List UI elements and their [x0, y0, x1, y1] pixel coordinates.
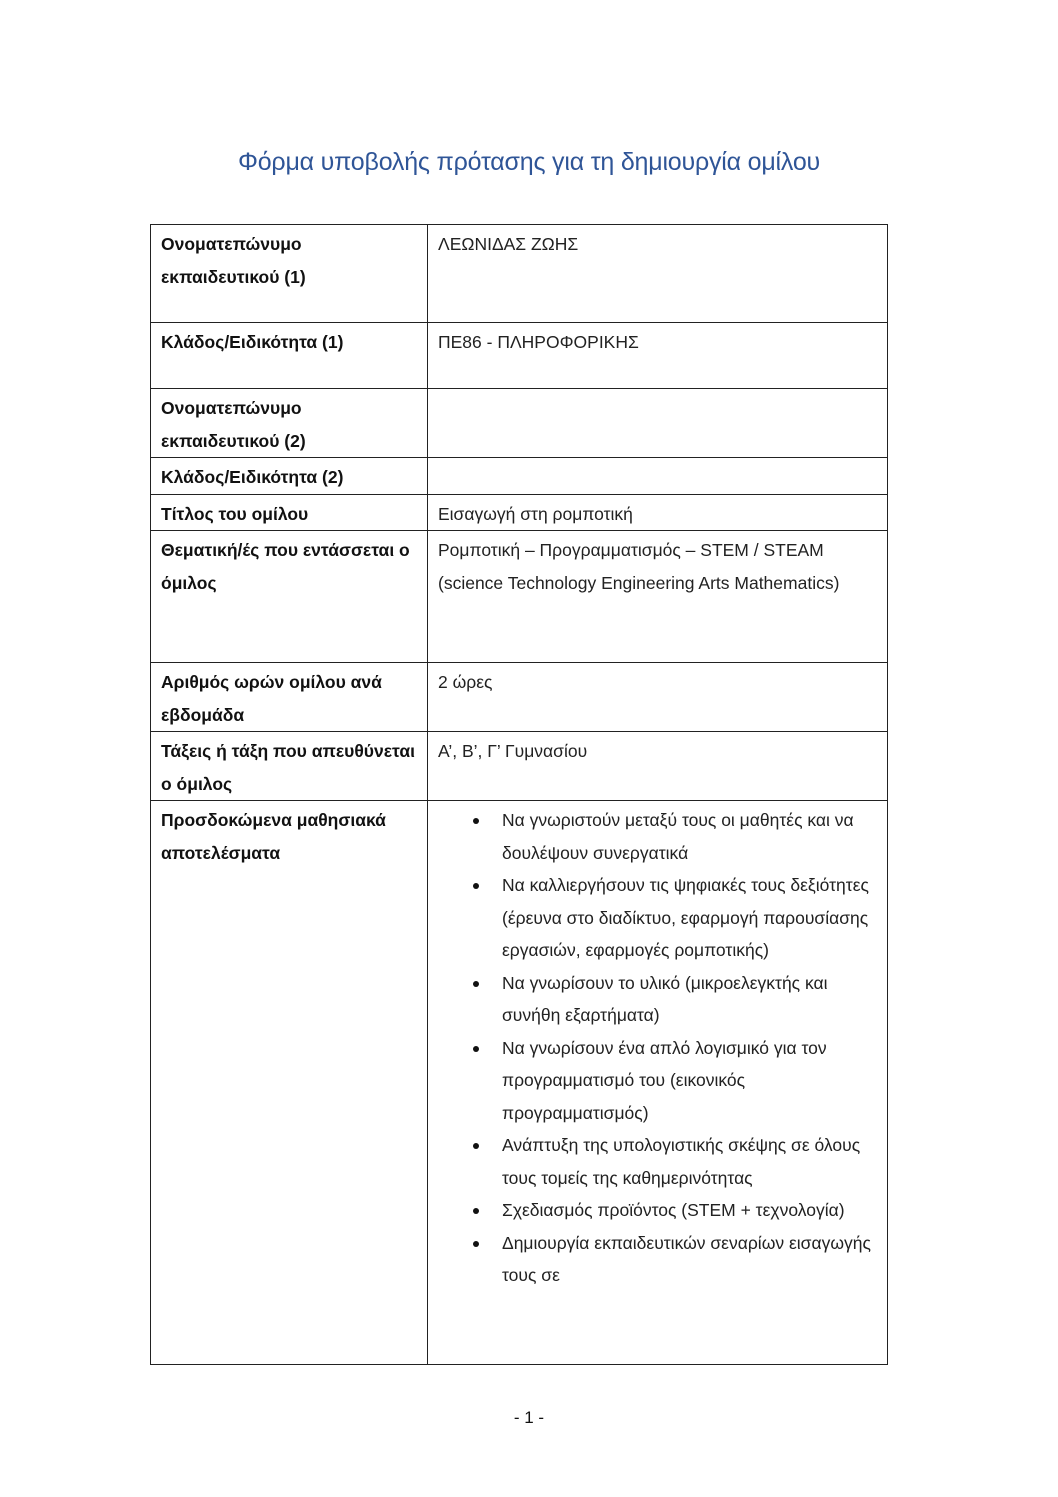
- row-label: Ονοματεπώνυμο εκπαιδευτικού (1): [151, 225, 428, 323]
- list-item: Ανάπτυξη της υπολογιστικής σκέψης σε όλους τους τομείς της καθημερινότητας: [502, 1129, 877, 1194]
- table-row: [151, 225, 888, 323]
- document-title: Φόρμα υποβολής πρότασης για τη δημιουργία ομίλου: [237, 148, 821, 176]
- bullet-icon: [473, 1143, 479, 1149]
- row-label: Προσδοκώμενα μαθησιακά αποτελέσματα: [151, 801, 428, 1365]
- bullet-icon: [473, 818, 479, 824]
- table-row: [151, 494, 888, 531]
- row-label: Θεματική/ές που εντάσσεται ο όμιλος: [151, 531, 428, 663]
- table-row: [151, 732, 888, 801]
- bullet-icon: [473, 981, 479, 987]
- row-value: Ρομποτική – Προγραμματισμός – STEM / STEAM (science Technology Engineering Arts Mathematics): [428, 531, 888, 663]
- bullet-icon: [473, 1046, 479, 1052]
- table-row: [151, 323, 888, 389]
- row-value: Εισαγωγή στη ρομποτική: [428, 494, 888, 531]
- table-row: [151, 531, 888, 663]
- row-label: Τίτλος του ομίλου: [151, 494, 428, 531]
- row-value: ΛΕΩΝΙΔΑΣ ΖΩΗΣ: [428, 225, 888, 323]
- row-label: Τάξεις ή τάξη που απευθύνεται ο όμιλος: [151, 732, 428, 801]
- row-value: [428, 458, 888, 495]
- table-row: [151, 801, 888, 1365]
- row-value: 2 ώρες: [428, 663, 888, 732]
- list-item: Να καλλιεργήσουν τις ψηφιακές τους δεξιότητες (έρευνα στο διαδίκτυο, εφαρμογή παρουσίασης εργασιών, εφαρμογές ρομποτικής): [502, 869, 877, 967]
- bullet-icon: [473, 883, 479, 889]
- bullet-icon: [473, 1241, 479, 1247]
- list-item: Να γνωριστούν μεταξύ τους οι μαθητές και να δουλέψουν συνεργατικά: [502, 804, 877, 869]
- row-value: [428, 801, 888, 1365]
- row-label: Ονοματεπώνυμο εκπαιδευτικού (2): [151, 389, 428, 458]
- list-item: Να γνωρίσουν ένα απλό λογισμικό για τον προγραμματισμό του (εικονικός προγραμματισμός): [502, 1032, 877, 1130]
- row-label: Αριθμός ωρών ομίλου ανά εβδομάδα: [151, 663, 428, 732]
- row-label: Κλάδος/Ειδικότητα (1): [151, 323, 428, 389]
- table-row: [151, 458, 888, 495]
- list-item: Σχεδιασμός προϊόντος (STEM + τεχνολογία): [502, 1194, 877, 1227]
- learning-outcomes-list: [438, 804, 877, 1292]
- list-item: Δημιουργία εκπαιδευτικών σεναρίων εισαγωγής τους σε: [502, 1227, 877, 1292]
- proposal-form-table: [150, 224, 888, 1365]
- bullet-icon: [473, 1208, 479, 1214]
- table-row: [151, 663, 888, 732]
- table-row: [151, 389, 888, 458]
- row-value: Α’, Β’, Γ’ Γυμνασίου: [428, 732, 888, 801]
- page-number: - 1 -: [513, 1408, 545, 1427]
- list-item: Να γνωρίσουν το υλικό (μικροελεγκτής και συνήθη εξαρτήματα): [502, 967, 877, 1032]
- row-value: ΠΕ86 - ΠΛΗΡΟΦΟΡΙΚΗΣ: [428, 323, 888, 389]
- row-value: [428, 389, 888, 458]
- row-label: Κλάδος/Ειδικότητα (2): [151, 458, 428, 495]
